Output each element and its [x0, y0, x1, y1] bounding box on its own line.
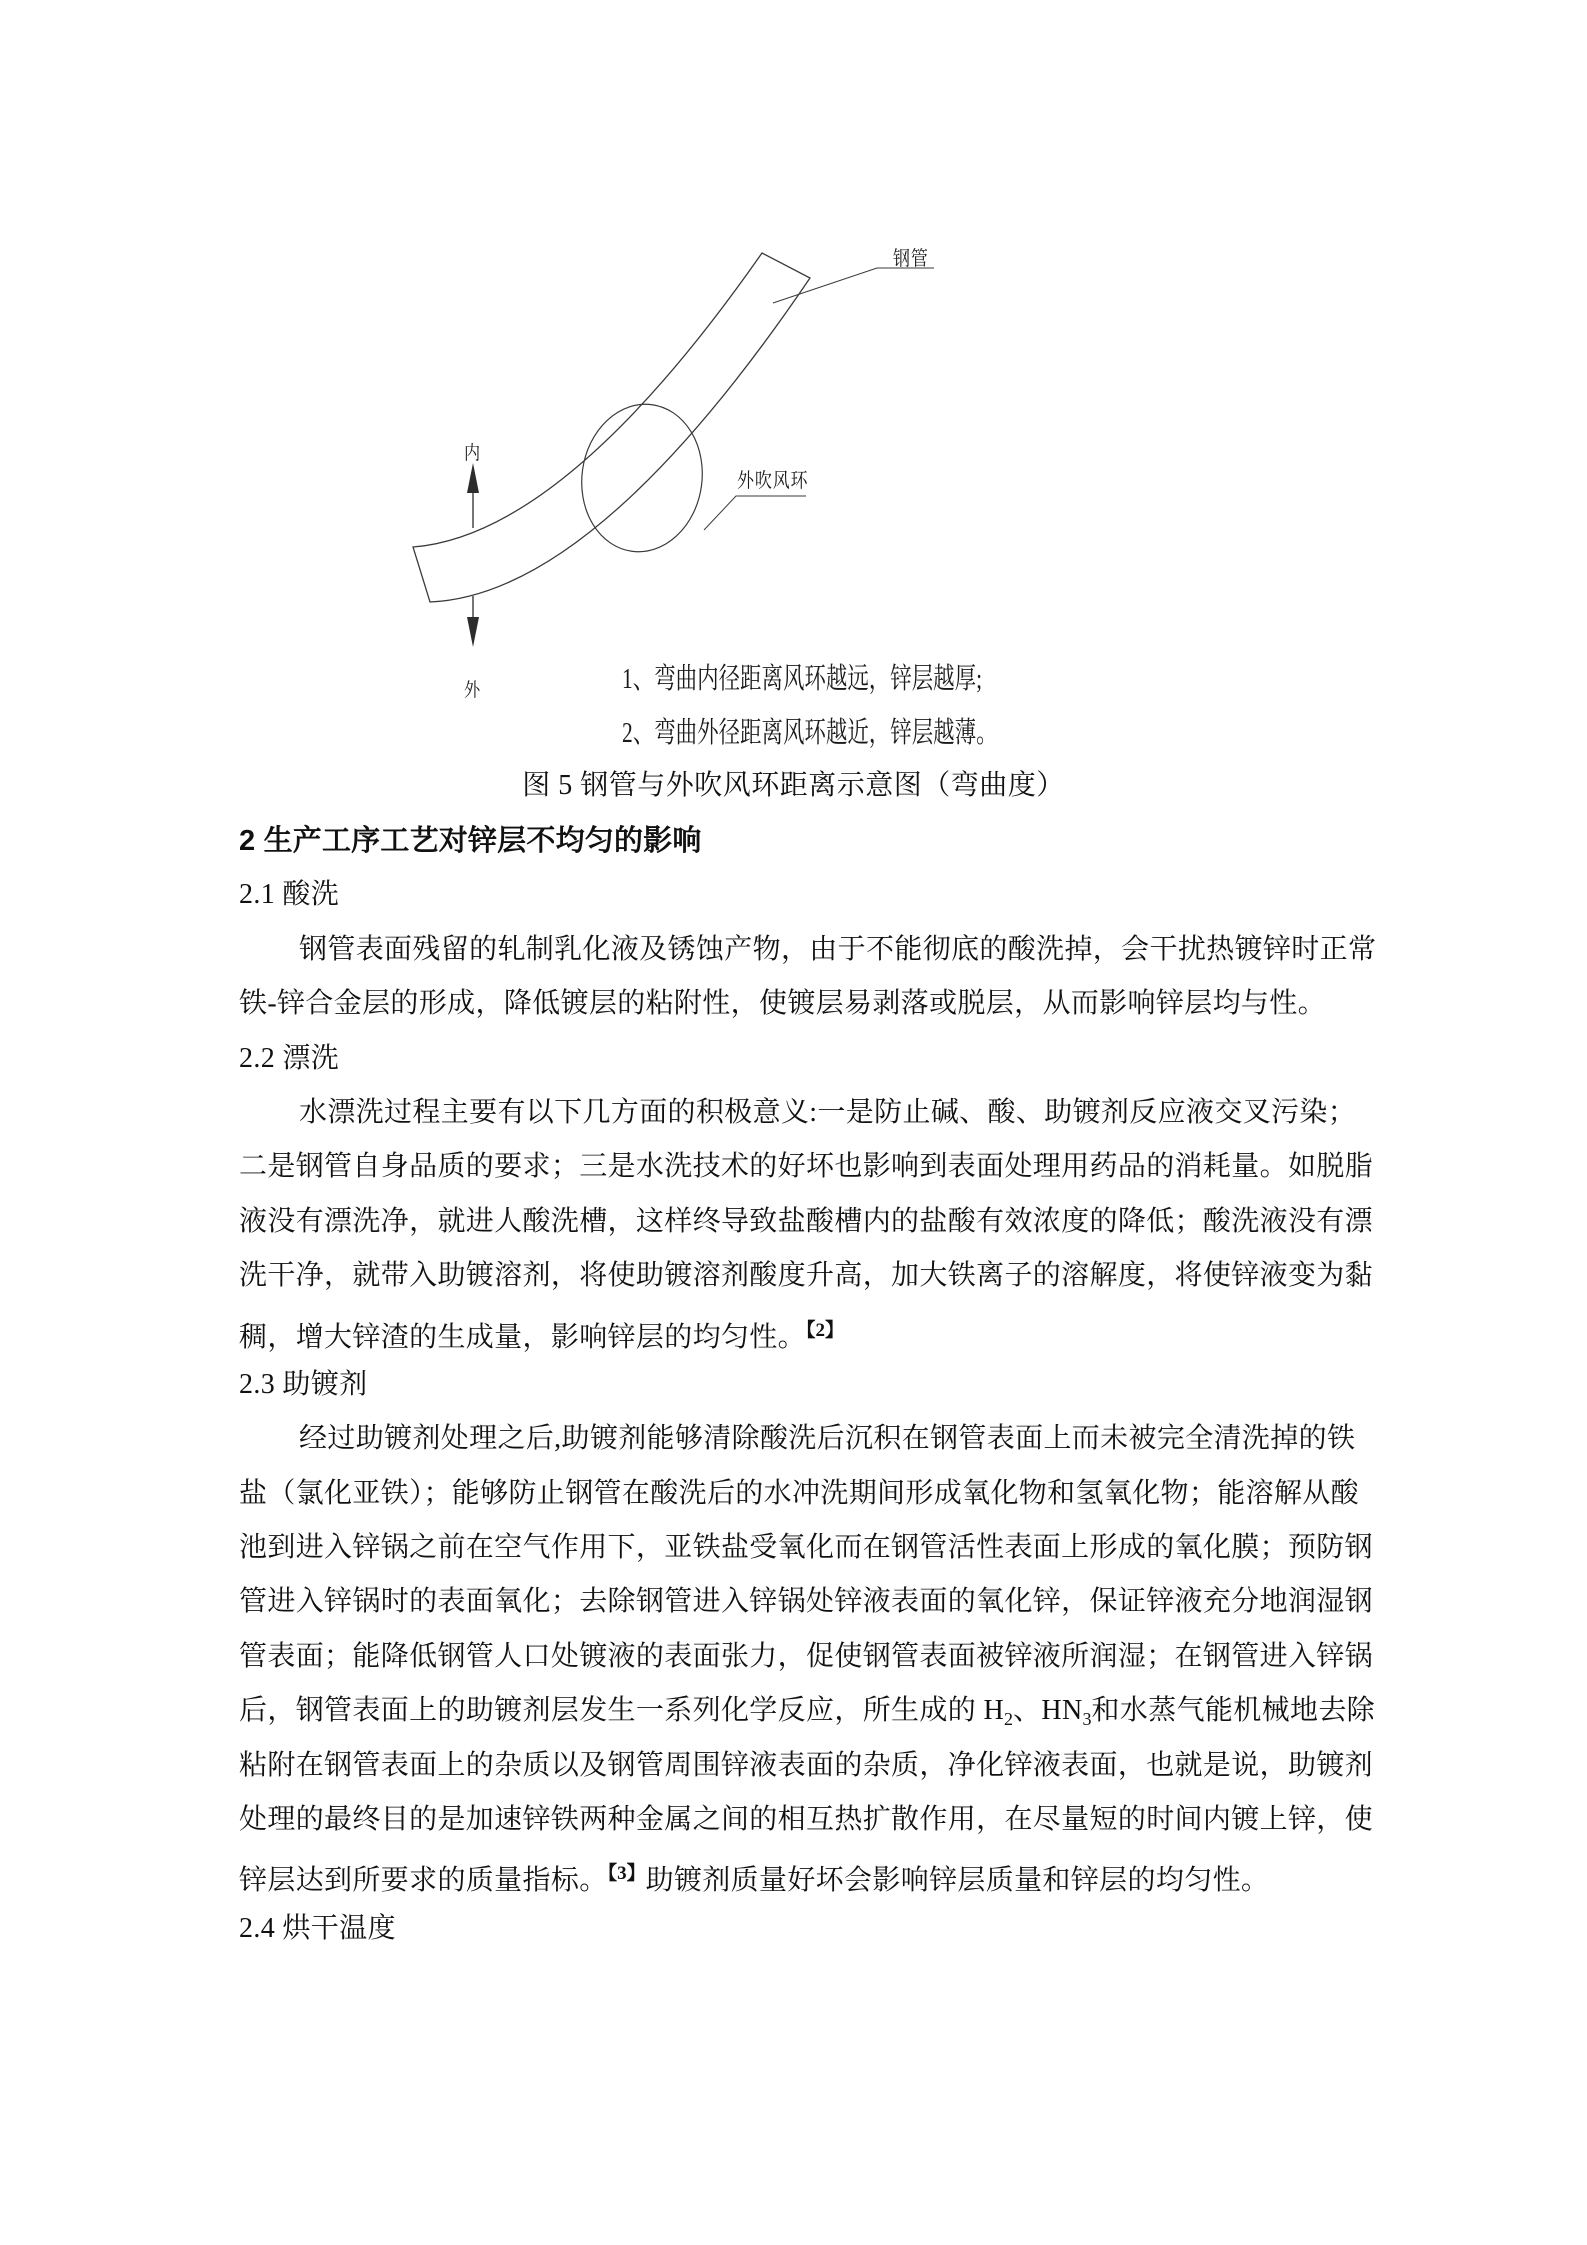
text-run: 二是钢管自身品质的要求；三是水洗技术的好坏也影响到表面处理用药品的消耗量。如脱脂 — [239, 1151, 1374, 1183]
text-run: 2 生产工序工艺对锌层不均匀的影响 — [239, 825, 702, 857]
leader-line-ring — [704, 496, 806, 530]
text-run: 后，钢管表面上的助镀剂层发生一系列化学反应，所生成的 H — [239, 1695, 1005, 1727]
text-run: 水漂洗过程主要有以下几方面的积极意义:一是防止碱、酸、助镀剂反应液交叉污染； — [299, 1096, 1357, 1128]
text-run: 液没有漂洗净，就进人酸洗槽，这样终导致盐酸槽内的盐酸有效浓度的降低；酸洗液没有漂 — [239, 1205, 1374, 1237]
section-heading — [239, 814, 1399, 868]
text-run: 2.3 助镀剂 — [239, 1368, 368, 1400]
text-run: 2.2 漂洗 — [239, 1042, 340, 1074]
arrowhead-down — [467, 617, 479, 647]
text-line — [239, 923, 1399, 977]
text-run: 池到进入锌锅之前在空气作用下，亚铁盐受氧化而在钢管活性表面上形成的氧化膜；预防钢 — [239, 1532, 1374, 1564]
outer-side-label: 外 — [464, 680, 482, 701]
text-run: 粘附在钢管表面上的杂质以及钢管周围锌液表面的杂质，净化锌液表面，也就是说，助镀剂 — [239, 1749, 1374, 1781]
bend-direction-arrow — [467, 463, 479, 647]
body-text-block — [239, 814, 1399, 1956]
text-run: 经过助镀剂处理之后,助镀剂能够清除酸洗后沉积在钢管表面上而未被完全清洗掉的铁 — [299, 1423, 1356, 1455]
pipe-outline — [413, 253, 810, 602]
chemical-subscript: 3 — [1082, 1709, 1092, 1730]
text-line — [239, 1412, 1399, 1466]
subsection-heading — [239, 1032, 1399, 1086]
text-line — [239, 1684, 1399, 1738]
text-line — [239, 1140, 1399, 1194]
figure-note-2: 2、弯曲外径距离风环越近，锌层越薄。 — [622, 717, 998, 749]
subsection-heading — [239, 1358, 1399, 1412]
text-line — [239, 1304, 1399, 1358]
air-ring-ellipse — [572, 396, 711, 559]
text-run: 稠，增大锌渣的生成量，影响锌层的均匀性。 — [239, 1321, 807, 1353]
text-run: 处理的最终目的是加速锌铁两种金属之间的相互热扩散作用，在尽量短的时间内镀上锌，使 — [239, 1804, 1374, 1836]
text-line — [239, 1195, 1399, 1249]
figure-note-1: 1、弯曲内径距离风环越远，锌层越厚; — [622, 663, 983, 695]
text-line — [239, 1249, 1399, 1303]
text-run: 2.4 烘干温度 — [239, 1912, 396, 1944]
chemical-subscript: 2 — [1004, 1709, 1014, 1730]
text-line — [239, 977, 1399, 1031]
text-run: 助镀剂质量好坏会影响锌层质量和锌层的均匀性。 — [645, 1865, 1270, 1897]
text-run: 锌层达到所要求的质量指标。 — [239, 1865, 608, 1897]
text-line — [239, 1630, 1399, 1684]
text-run: 洗干净，就带入助镀溶剂，将使助镀溶剂酸度升高，加大铁离子的溶解度，将使锌液变为黏 — [239, 1260, 1374, 1292]
text-line — [239, 1793, 1399, 1847]
figure-diagram — [0, 0, 1587, 820]
text-run: 铁-锌合金层的形成，降低镀层的粘附性，使镀层易剥落或脱层，从而影响锌层均与性。 — [239, 988, 1326, 1020]
text-run: 和水蒸气能机械地去除 — [1091, 1695, 1376, 1727]
text-line — [239, 1086, 1399, 1140]
text-run: 、HN — [1013, 1695, 1083, 1727]
arrowhead-up — [467, 463, 479, 493]
citation-superscript: 【2】 — [806, 1319, 845, 1341]
text-line — [239, 1467, 1399, 1521]
text-run: 管表面；能降低钢管人口处镀液的表面张力，促使钢管表面被锌液所润湿；在钢管进入锌锅 — [239, 1640, 1374, 1672]
subsection-heading — [239, 1902, 1399, 1956]
text-line — [239, 1847, 1399, 1901]
inner-side-label: 内 — [464, 443, 482, 464]
text-run: 2.1 酸洗 — [239, 879, 340, 911]
text-line — [239, 1575, 1399, 1629]
pipe-label: 钢管 — [893, 248, 929, 270]
air-ring-label: 外吹风环 — [737, 470, 809, 492]
text-run: 管进入锌锅时的表面氧化；去除钢管进入锌锅处锌液表面的氧化锌，保证锌液充分地润湿钢 — [239, 1586, 1374, 1618]
subsection-heading — [239, 868, 1399, 922]
text-run: 盐（氯化亚铁）；能够防止钢管在酸洗后的水冲洗期间形成氧化物和氢氧化物；能溶解从酸 — [239, 1477, 1360, 1509]
pipe-ring-diagram — [0, 0, 1587, 820]
text-line — [239, 1521, 1399, 1575]
text-line — [239, 1739, 1399, 1793]
figure-caption: 图 5 钢管与外吹风环距离示意图（弯曲度） — [522, 770, 1065, 801]
text-run: 钢管表面残留的轧制乳化液及锈蚀产物，由于不能彻底的酸洗掉，会干扰热镀锌时正常 — [299, 933, 1377, 965]
citation-superscript: 【3】 — [607, 1863, 646, 1885]
